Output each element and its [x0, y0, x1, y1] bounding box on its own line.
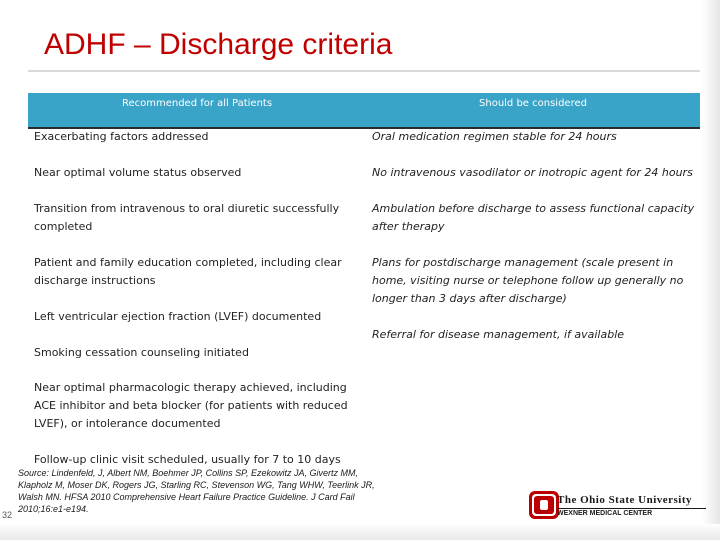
criteria-left-7: Near optimal pharmacologic therapy achieved, including ACE inhibitor and beta blocker (for patients with reduced LVEF), or intolerance documented	[34, 381, 348, 430]
criteria-right-5: Referral for disease management, if available	[372, 328, 625, 341]
criteria-left-6: Smoking cessation counseling initiated	[34, 346, 249, 359]
medical-center-name: WEXNER MEDICAL CENTER	[557, 510, 653, 517]
criteria-right-3: Ambulation before discharge to assess functional capacity after therapy	[372, 202, 695, 233]
criteria-right-2: No intravenous vasodilator or inotropic agent for 24 hours	[372, 166, 693, 179]
criteria-left-4: Patient and family education completed, including clear discharge instructions	[34, 256, 342, 287]
university-name: The Ohio State University	[557, 494, 693, 506]
criteria-right-4: Plans for postdischarge management (scale present in home, visiting nurse or telephone follow up generally no longer than 3 days after discharge)	[372, 256, 684, 305]
slide-right-shadow	[702, 0, 720, 540]
source-citation: Source: Lindenfeld, J, Albert NM, Boehmer JP, Collins SP, Ezekowitz JA, Givertz MM, Klapholz M, Moser DK, Rogers JG, Starling RC, Stevenson WG, Tang WHW, Teerlink JR, Walsh MN. HFSA 2010 Comprehensive Heart Failure Practice Guideline. J Card Fail 2010;16:e1-e194.	[18, 468, 375, 514]
title-divider	[28, 70, 700, 72]
table-header-right: Should be considered	[366, 93, 700, 128]
slide-number: 32	[2, 510, 13, 520]
criteria-left-3: Transition from intravenous to oral diuretic successfully completed	[34, 202, 340, 233]
slide-bottom-shadow	[0, 524, 720, 540]
logo-divider	[557, 508, 706, 509]
criteria-left-1: Exacerbating factors addressed	[34, 130, 209, 143]
criteria-right-1: Oral medication regimen stable for 24 hours	[372, 130, 617, 143]
table-header-left: Recommended for all Patients	[28, 93, 366, 128]
slide-title: ADHF – Discharge criteria	[44, 28, 393, 61]
criteria-left-5: Left ventricular ejection fraction (LVEF) documented	[34, 310, 322, 323]
ohio-state-block-o-icon	[527, 490, 561, 520]
criteria-left-2: Near optimal volume status observed	[34, 166, 242, 179]
criteria-left-8: Follow-up clinic visit scheduled, usually for 7 to 10 days	[34, 453, 341, 466]
